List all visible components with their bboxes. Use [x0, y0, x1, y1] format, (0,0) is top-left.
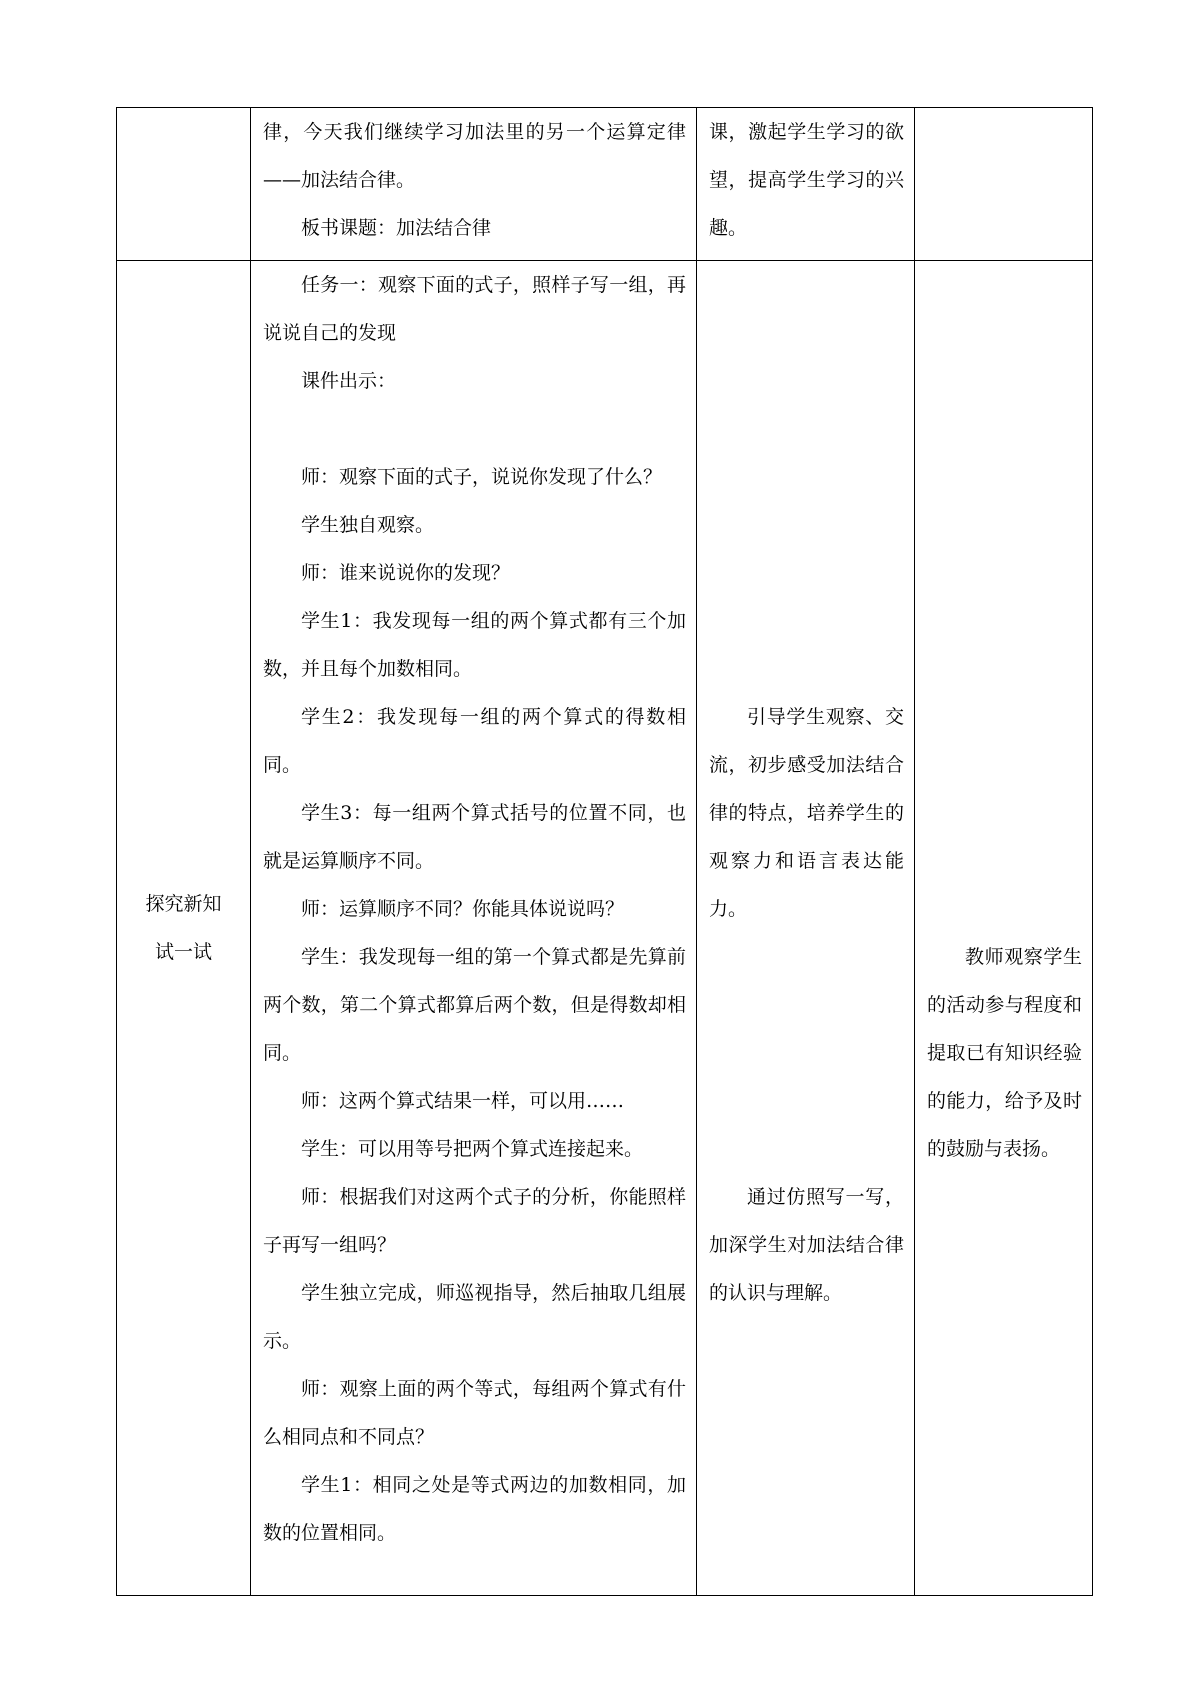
content-paragraph: 板书课题：加法结合律 [301, 217, 492, 239]
content-paragraph: 律，今天我们继续学习加法里的另一个运算定律——加法结合律。 [263, 121, 686, 191]
content-paragraph: 学生3：每一组两个算式括号的位置不同，也就是运算顺序不同。 [263, 802, 686, 872]
evaluation-cell [915, 108, 1093, 261]
content-paragraph: 学生：可以用等号把两个算式连接起来。 [301, 1138, 644, 1160]
content-paragraph: 师：运算顺序不同？你能具体说说吗？ [301, 898, 625, 920]
content-paragraph: 师：观察上面的两个等式，每组两个算式有什么相同点和不同点？ [263, 1378, 686, 1448]
courseware-image-placeholder [263, 405, 686, 453]
content-paragraph: 师：观察下面的式子，说说你发现了什么？ [301, 466, 663, 488]
intent-text: 课，激起学生学习的欲望，提高学生学习的兴趣。 [709, 121, 904, 239]
table-row [117, 108, 1093, 261]
intent-cell [697, 108, 915, 261]
content-paragraph: 任务一：观察下面的式子，照样子写一组，再说说自己的发现 [263, 274, 686, 344]
evaluation-text: 教师观察学生的活动参与程度和提取已有知识经验的能力，给予及时的鼓励与表扬。 [927, 946, 1082, 1160]
stage-label: 试一试 [154, 941, 212, 963]
content-paragraph: 师：这两个算式结果一样，可以用…… [301, 1090, 625, 1112]
content-paragraph: 学生1：相同之处是等式两边的加数相同，加数的位置相同。 [263, 1474, 686, 1544]
stage-cell [117, 108, 251, 261]
content-paragraph: 学生独自观察。 [301, 514, 435, 536]
content-cell [251, 108, 697, 261]
stage-label: 探究新知 [145, 893, 222, 915]
content-paragraph: 学生2：我发现每一组的两个算式的得数相同。 [263, 706, 686, 776]
evaluation-cell [915, 261, 1093, 1596]
lesson-plan-table [116, 107, 1093, 1596]
content-cell [251, 261, 697, 1596]
content-paragraph: 学生独立完成，师巡视指导，然后抽取几组展示。 [263, 1282, 686, 1352]
content-paragraph: 课件出示： [301, 370, 397, 392]
intent-text: 通过仿照写一写，加深学生对加法结合律的认识与理解。 [709, 1186, 904, 1304]
content-paragraph: 学生1：我发现每一组的两个算式都有三个加数，并且每个加数相同。 [263, 610, 686, 680]
content-paragraph: 师：谁来说说你的发现？ [301, 562, 511, 584]
intent-text: 引导学生观察、交流，初步感受加法结合律的特点，培养学生的观察力和语言表达能力。 [709, 706, 904, 920]
content-paragraph: 师：根据我们对这两个式子的分析，你能照样子再写一组吗？ [263, 1186, 686, 1256]
table-row [117, 261, 1093, 1596]
stage-cell [117, 261, 251, 1596]
intent-cell [697, 261, 915, 1596]
content-paragraph: 学生：我发现每一组的第一个算式都是先算前两个数，第二个算式都算后两个数，但是得数却相同。 [263, 946, 686, 1064]
